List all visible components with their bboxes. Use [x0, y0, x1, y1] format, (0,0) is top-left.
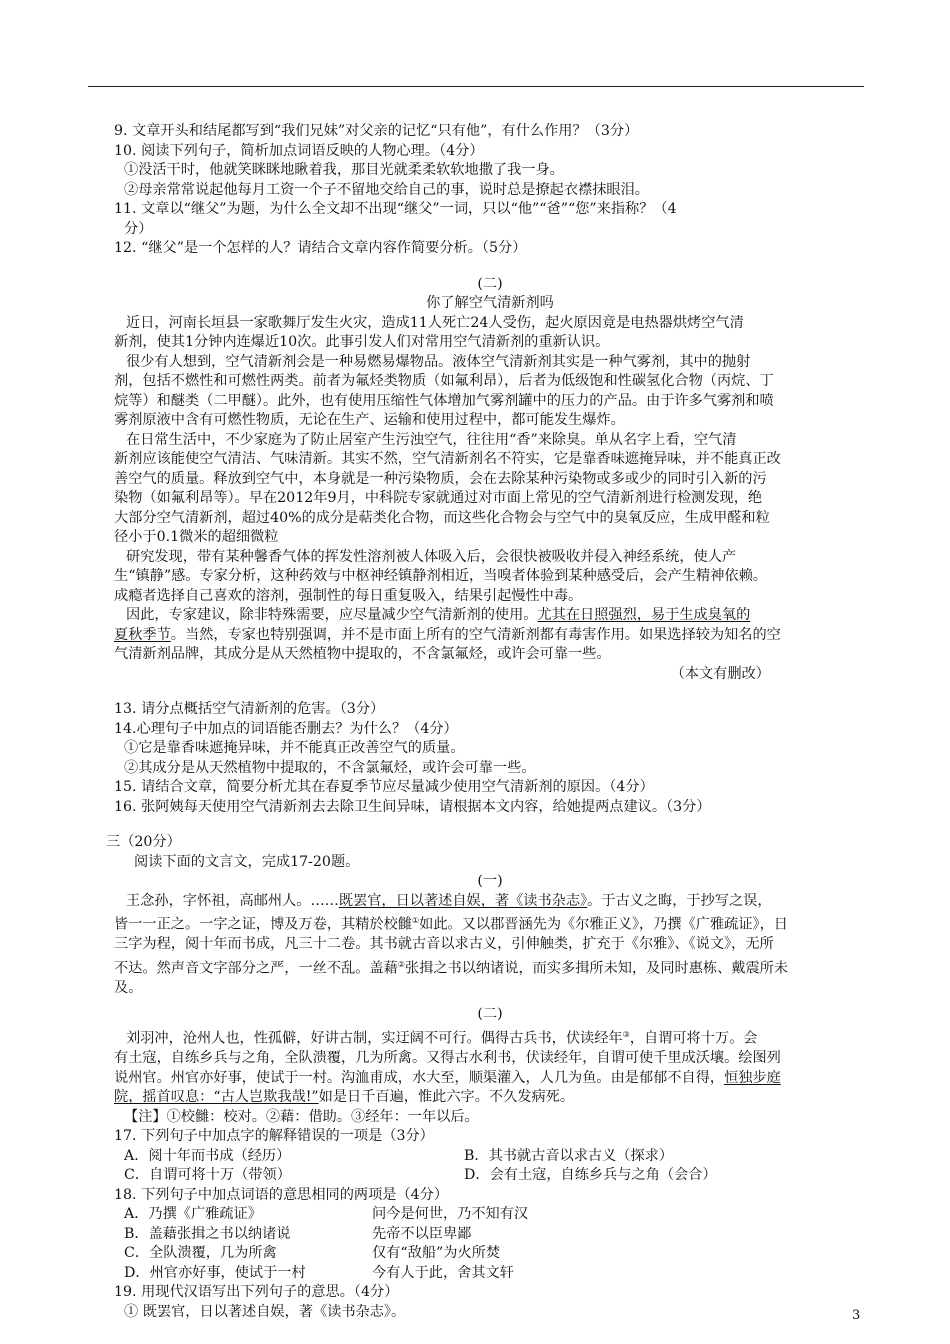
question-18-option-row — [114, 1205, 866, 1225]
option-d-right: 今有人于此，舍其文轩 — [372, 1264, 514, 1281]
question-10-item-2: ②母亲常常说起他每月工资一个子不留地交给自己的事，说时总是撩起衣襟抹眼泪。 — [124, 181, 649, 198]
passage-line: 三字为程，阅十年而书成，凡三十二卷。其书就古音以求古义，引伸触类，扩充于《尔雅》、《说文》，无所 — [114, 936, 774, 953]
footnote-mark: ③ — [622, 1029, 630, 1039]
question-9: 9. 文章开头和结尾都写到“我们兄妹”对父亲的记忆“只有他”，有什么作用？（3分） — [114, 123, 639, 139]
option-a-right: 问今是何世，乃不知有汉 — [372, 1206, 529, 1223]
option-c-right: 仅有“敌船”为火所焚 — [372, 1245, 501, 1262]
text-run: 王念孙，字怀祖，高邮州人。…… — [126, 892, 339, 909]
article-air-freshener — [114, 275, 866, 685]
option-a-left: A．乃撰《广雅疏证》 — [124, 1206, 262, 1223]
question-17-options-row — [114, 1147, 866, 1167]
paragraph-line: 剂，包括不燃性和可燃性两类。前者为氟烃类物质（如氟利昂），后者为低级饱和性碳氢化合物（丙烷、丁 — [114, 373, 774, 389]
text-run: 。于古义之晦，于抄写之误， — [587, 892, 772, 909]
passage-1-label: (一) — [477, 873, 503, 889]
passage-line — [114, 911, 866, 935]
paragraph-line: 善空气的质量。释放到空气中，本身就是一种污染物质，会在去除某种污染物或多或少的同时引入新的污 — [114, 470, 767, 487]
question-11: 11. 文章以“继父”为题，为什么全文却不出现“继父”一词，只以“他”“爸”“您”来指称？（4 — [114, 201, 677, 217]
article-title: 你了解空气清新剂吗 — [426, 295, 554, 311]
text-run: 张揖之书以纳诸说，而实多揖所未知，及同时惠栋、戴震所未 — [404, 960, 789, 977]
footnote-mark: ① — [411, 916, 420, 925]
question-10: 10. 阅读下列句子，简析加点词语反映的人物心理。（4分） — [114, 142, 484, 159]
section-3-heading: 三（20分） — [106, 834, 181, 850]
option-b: B．其书就古音以求古义（探求） — [464, 1147, 674, 1164]
text-run: 皆一一正之。一字之证，博及万卷，其精於校雠 — [114, 916, 412, 933]
underlined-sentence-cont: 院，摇首叹息：“古人岂欺我哉!” — [114, 1089, 319, 1106]
paragraph-line: 在日常生活中，不少家庭为了防止居室产生污浊空气，往往用“香”来除臭。单从名字上看，空气清 — [126, 431, 737, 448]
passage-line — [114, 1088, 866, 1108]
questions-13-16 — [114, 700, 866, 817]
text-run: 说州官。州官亦好事，使试于一村。沟洫甫成，水大至，顺渠灌入，人几为鱼。由是郁郁不自得， — [114, 1069, 725, 1086]
option-c-left: C．全队溃覆，几为所禽 — [124, 1245, 277, 1262]
question-15: 15. 请结合文章，简要分析尤其在春夏季节应尽量减少使用空气清新剂的原因。（4分） — [114, 779, 654, 795]
question-12: 12. “继父”是一个怎样的人？请结合文章内容作简要分析。（5分） — [114, 240, 527, 256]
question-17-options-row — [114, 1166, 866, 1186]
text-run: 刘羽冲，沧州人也，性孤僻，好讲古制，实迂阔不可行。偶得古兵书，伏读经年 — [126, 1030, 623, 1047]
underlined-sentence: 尤其在日照强烈，易于生成臭氧的 — [537, 607, 751, 623]
footnote-mark: ② — [397, 959, 405, 969]
paragraph-line: 染物（如氟利昂等）。早在2012年9月，中科院专家就通过对市面上常见的空气清新剂进行检测发现，绝 — [114, 490, 763, 506]
paragraph-line: 生“镇静”感。专家分析，这种药效与中枢神经镇静剂相近，当嗅者体验到某种感受后，会产生精神依赖。 — [114, 568, 767, 584]
question-17: 17. 下列句子中加点字的解释错误的一项是（3分） — [114, 1128, 434, 1145]
underlined-sentence: 既罢官，日以著述自娱，著《读书杂志》 — [338, 892, 588, 909]
question-19-item-1: ① 既罢官，日以著述自娱，著《读书杂志》。 — [124, 1303, 406, 1320]
questions-9-12 — [114, 122, 866, 259]
option-d-left: D．州官亦好事，使试于一村 — [124, 1264, 306, 1281]
question-18-option-row — [114, 1225, 866, 1245]
text-run: ，自谓可将十万。会 — [629, 1030, 758, 1047]
page-number: 3 — [852, 1308, 861, 1323]
question-16: 16. 张阿姨每天使用空气清新剂去去除卫生间异味，请根据本文内容，给她提两点建议。（3分） — [114, 798, 711, 815]
paragraph-line: 近日，河南长垣县一家歌舞厅发生火灾，造成11人死亡24人受伤，起火原因竟是电热器烘烤空气清 — [126, 314, 744, 331]
question-14-item-1: ①它是靠香味遮掩异味，并不能真正改善空气的质量。 — [124, 740, 465, 756]
passage-line: 及。 — [114, 979, 143, 996]
text-run: 。当然，专家也特别强调，并不是市面上所有的空气清新剂都有毒害作用。如果选择较为知名的空 — [170, 626, 781, 643]
question-14-item-2: ②其成分是从天然植物中提取的，不含氯氟烃，或许会可靠一些。 — [124, 759, 536, 776]
option-b-right: 先帝不以臣卑鄙 — [372, 1225, 472, 1242]
option-a: A．阅十年而书成（经历） — [124, 1147, 291, 1164]
underlined-sentence: 恒独步庭 — [724, 1069, 781, 1086]
paragraph-line: 研究发现，带有某种馨香气体的挥发性溶剂被人体吸入后，会很快被吸收并侵入神经系统，使人产 — [126, 548, 737, 565]
question-18: 18. 下列句子中加点词语的意思相同的两项是（4分） — [114, 1186, 449, 1203]
header-rule — [88, 86, 864, 87]
passage-line — [114, 1069, 866, 1089]
question-18-option-row — [114, 1244, 866, 1264]
paragraph-line: 大部分空气清新剂，超过40%的成分是萜类化合物，而这些化合物会与空气中的臭氧反应，生成甲醛和粒 — [114, 509, 770, 526]
paragraph-line — [114, 606, 866, 626]
text-run: 不达。然声音文字部分之严，一丝不乱。盖藉 — [114, 960, 398, 977]
text-run: 如此。又以郡晋涵先为《尔雅正义》，乃撰《广雅疏证》，日 — [419, 916, 788, 933]
option-d: D．会有土寇，自练乡兵与之角（会合） — [464, 1167, 717, 1184]
question-19: 19. 用现代汉语写出下列句子的意思。（4分） — [114, 1284, 399, 1301]
question-18-option-row — [114, 1264, 866, 1284]
source-note: （本文有删改） — [670, 665, 770, 682]
option-b-left: B．盖藉张揖之书以纳诸说 — [124, 1225, 291, 1242]
page-content — [106, 122, 866, 1322]
paragraph-line: 很少有人想到，空气清新剂会是一种易燃易爆物品。液体空气清新剂其实是一种气雾剂，其中的抛射 — [126, 353, 751, 370]
text-run: 因此，专家建议，除非特殊需要，应尽量减少空气清新剂的使用。 — [126, 607, 538, 623]
question-13: 13. 请分点概括空气清新剂的危害。（3分） — [114, 701, 385, 717]
passage-line — [114, 892, 866, 912]
option-c: C．自谓可将十万（带领） — [124, 1167, 291, 1184]
section-3 — [106, 833, 866, 1322]
passage-line: 有土寇，自练乡兵与之角，全队溃覆，几为所禽。又得古水利书，伏读经年，自谓可使千里成沃壤。绘图列 — [114, 1050, 781, 1067]
question-11-cont: 分） — [124, 220, 153, 237]
section-3-intro: 阅读下面的文言文，完成17-20题。 — [134, 853, 360, 870]
annotation-note: 【注】①校雠：校对。②藉：借助。③经年：一年以后。 — [124, 1108, 479, 1125]
section-label: (二) — [477, 275, 503, 292]
underlined-sentence-cont: 夏秋季节 — [114, 626, 171, 643]
question-14: 14.心理句子中加点的词语能否删去？为什么？（4分） — [114, 720, 458, 737]
paragraph-line: 新剂，使其1分钟内连爆近10次。此事引发人们对常用空气清新剂的重新认识。 — [114, 334, 610, 350]
passage-line — [114, 1025, 866, 1049]
paragraph-line: 成瘾者选择自己喜欢的溶剂，强制性的每日重复吸入，结果引起慢性中毒。 — [114, 587, 583, 604]
paragraph-line: 径小于0.1微米的超细微粒 — [114, 529, 279, 545]
paragraph-line: 新剂应该能使空气清洁、气味清新。其实不然，空气清新剂名不符实，它是靠香味遮掩异味，并不能真正改 — [114, 451, 781, 467]
paragraph-line: 烷等）和醚类（二甲醚）。此外，也有使用压缩性气体增加气雾剂罐中的压力的产品。由于许多气雾剂和喷 — [114, 392, 774, 409]
passage-2-label: (二) — [477, 1006, 503, 1023]
question-10-item-1: ①没活干时，他就笑眯眯地瞅着我，那目光就柔柔软软地撒了我一身。 — [124, 162, 564, 178]
paragraph-line: 气清新剂品牌，其成分是从天然植物中提取的，不含氯氟烃，或许会可靠一些。 — [114, 646, 611, 662]
paragraph-line — [114, 626, 866, 646]
paragraph-line: 雾剂原液中含有可燃性物质，无论在生产、运输和使用过程中，都可能发生爆炸。 — [114, 412, 625, 428]
passage-line — [114, 955, 866, 979]
text-run: 如是日千百遍，惟此六字。不久发病死。 — [318, 1089, 575, 1106]
